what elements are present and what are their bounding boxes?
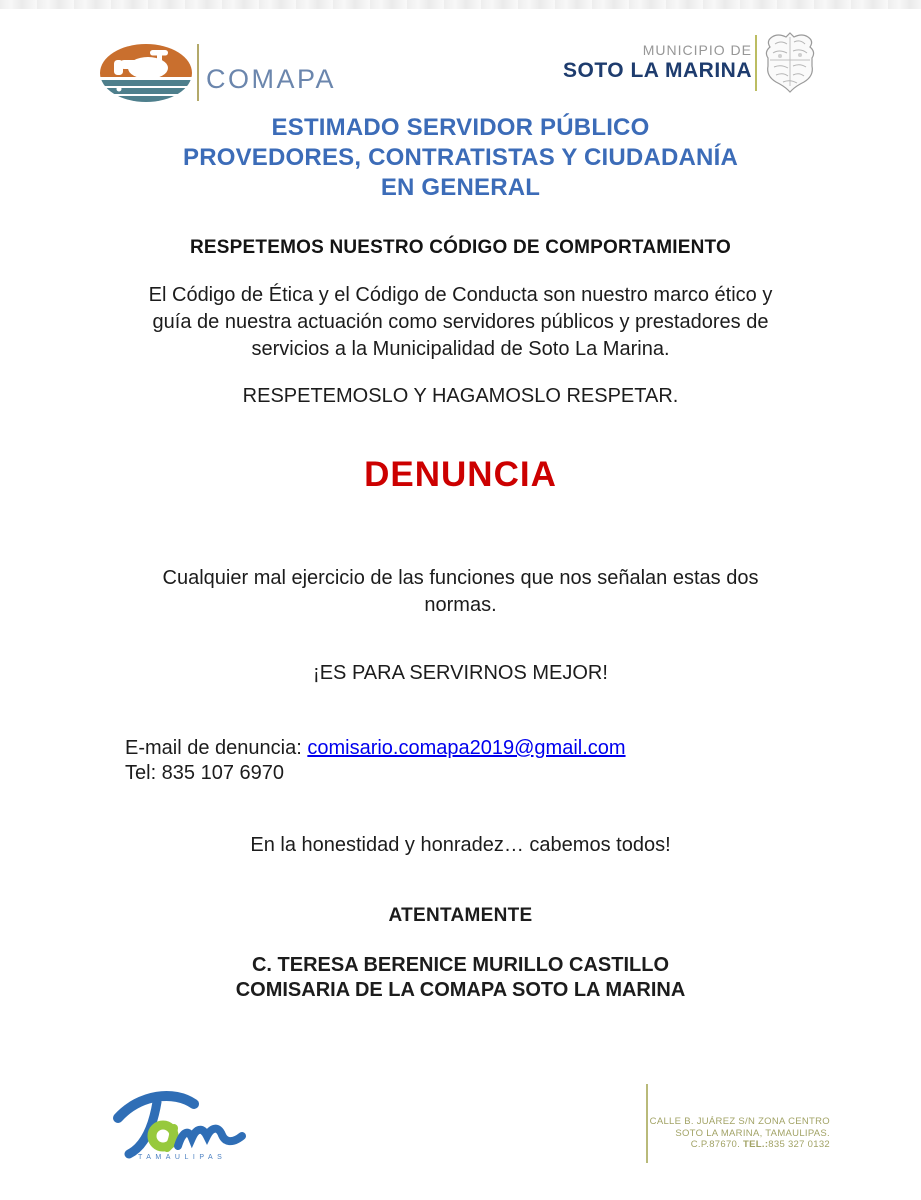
- address-line-1: CALLE B. JUÁREZ S/N ZONA CENTRO: [649, 1116, 830, 1127]
- title-line-1: ESTIMADO SERVIDOR PÚBLICO: [271, 114, 650, 141]
- phone-line: Tel: 835 107 6970: [125, 762, 285, 784]
- municipio-logo-divider: [755, 35, 757, 91]
- honesty-line: En la honestidad y honradez… cabemos todos!: [250, 834, 671, 856]
- address-line-3: [650, 1139, 830, 1151]
- municipio-wordmark: [563, 42, 752, 83]
- page-title: [0, 113, 921, 203]
- municipio-line1: MUNICIPIO DE: [642, 42, 752, 58]
- comapa-wordmark: COMAPA: [206, 64, 337, 94]
- address-cp: C.P.87670.: [690, 1139, 741, 1150]
- coat-of-arms-icon: [763, 31, 817, 93]
- tam-script-icon: [112, 1090, 257, 1160]
- scan-artifact-bar: [0, 0, 921, 9]
- comapa-logo: [100, 42, 360, 104]
- address-tel-label: TEL.:: [743, 1139, 769, 1150]
- comapa-logo-divider: [197, 44, 199, 101]
- signature-name: C. TERESA BERENICE MURILLO CASTILLO: [251, 954, 670, 976]
- address-tel-number: 835 327 0132: [768, 1139, 830, 1150]
- contact-block: [125, 736, 626, 786]
- code-heading: RESPETEMOS NUESTRO CÓDIGO DE COMPORTAMIENTO: [190, 237, 731, 258]
- denuncia-desc-line-2: normas.: [424, 594, 497, 616]
- respect-statement: RESPETEMOSLO Y HAGAMOSLO RESPETAR.: [242, 385, 679, 407]
- ethics-line-1: El Código de Ética y el Código de Conducta son nuestro marco ético y: [148, 284, 773, 306]
- signature-role: COMISARIA DE LA COMAPA SOTO LA MARINA: [235, 979, 686, 1001]
- tamaulipas-subtext: TAMAULIPAS: [138, 1154, 227, 1161]
- slogan: ¡ES PARA SERVIRNOS MEJOR!: [313, 662, 608, 684]
- ethics-paragraph: [0, 282, 921, 363]
- municipio-logo: [560, 30, 830, 96]
- signature-block: [0, 953, 921, 1003]
- address-line-2: SOTO LA MARINA, TAMAULIPAS.: [675, 1127, 830, 1139]
- closing-word: ATENTAMENTE: [388, 905, 533, 926]
- footer-address: [650, 1116, 830, 1151]
- title-line-3: EN GENERAL: [380, 174, 541, 201]
- title-line-2: PROVEDORES, CONTRATISTAS Y CIUDADANÍA: [182, 144, 738, 171]
- denuncia-description: [0, 565, 921, 619]
- denuncia-email-link[interactable]: comisario.comapa2019@gmail.com: [307, 737, 626, 759]
- municipio-line2: SOTO LA MARINA: [563, 59, 752, 82]
- ethics-line-2: guía de nuestra actuación como servidores públicos y prestadores de: [152, 311, 769, 333]
- comapa-faucet-icon: [100, 44, 192, 102]
- ethics-line-3: servicios a la Municipalidad de Soto La Marina.: [251, 338, 670, 360]
- denuncia-heading: DENUNCIA: [364, 455, 557, 494]
- denuncia-desc-line-1: Cualquier mal ejercicio de las funciones que nos señalan estas dos: [162, 567, 759, 589]
- email-line: [125, 736, 626, 761]
- tamaulipas-logo: [112, 1090, 262, 1175]
- email-label: E-mail de denuncia:: [125, 737, 302, 759]
- footer-divider: [646, 1084, 648, 1163]
